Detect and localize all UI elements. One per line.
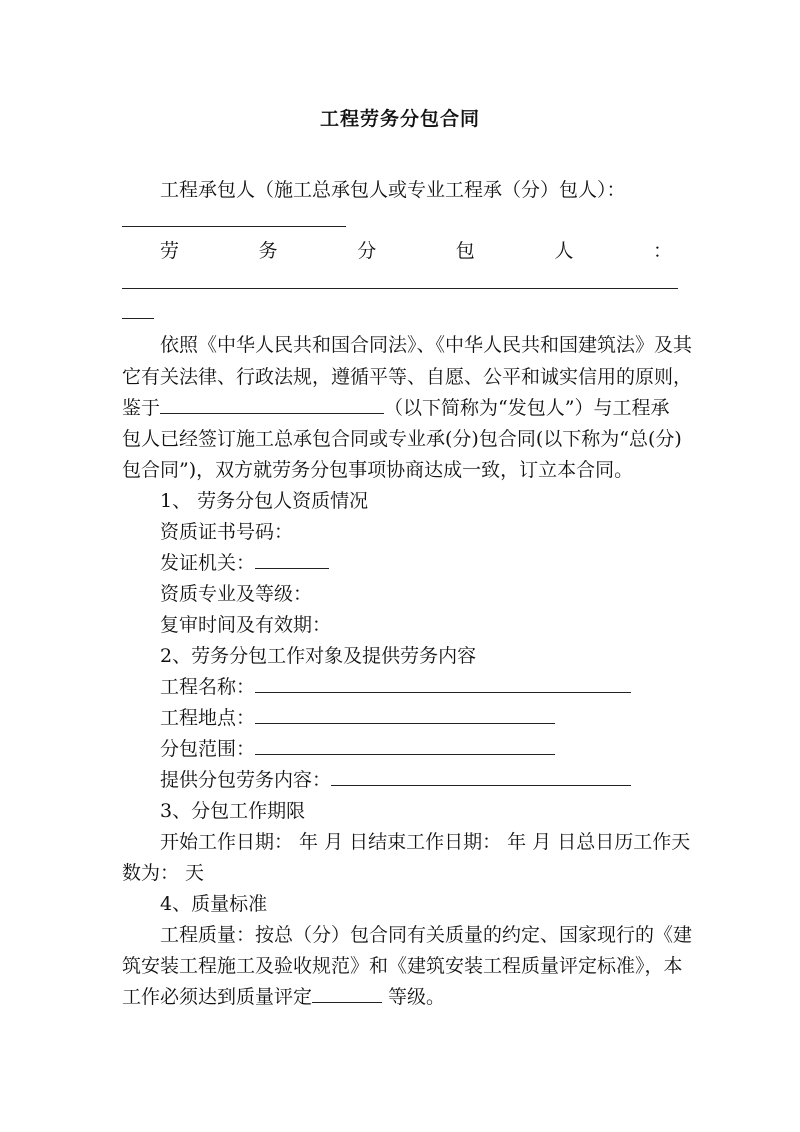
subcontractor-char: ： (652, 240, 672, 262)
preamble-text: 鉴于 (122, 397, 161, 419)
preamble-line: 依照《中华人民共和国合同法》、《中华人民共和国建筑法》及其 (160, 334, 693, 356)
quality-line: 工程质量：按总（分）包合同有关质量的约定、国家现行的《建 (160, 924, 693, 946)
subcontractor-blank-tail (122, 318, 154, 319)
issuer-party-blank (160, 393, 384, 414)
contractor-label: 工程承包人（施工总承包人或专业工程承（分）包人）： (160, 179, 626, 201)
period-line: 数为： 天 (122, 862, 205, 884)
cert-no-label: 资质证书号码： (160, 521, 294, 543)
section-1-heading: 1、 劳务分包人资质情况 (160, 490, 369, 512)
subcontractor-char: 务 (258, 240, 278, 262)
subcontractor-blank (122, 288, 678, 289)
content-row (160, 765, 631, 795)
issuer-row (160, 548, 329, 578)
subcontractor-label (160, 236, 672, 266)
preamble-line: 包人已经签订施工总承包合同或专业承(分)包合同(以下称为“总(分) (122, 428, 682, 450)
scope-row (160, 734, 555, 764)
project-site-label: 工程地点： (160, 707, 256, 729)
section-2-heading: 2、劳务分包工作对象及提供劳务内容 (160, 645, 477, 667)
project-name-label: 工程名称： (160, 676, 256, 698)
subcontractor-char: 包 (455, 240, 475, 262)
quality-text: 等级。 (382, 986, 446, 1008)
section-3-heading: 3、分包工作期限 (160, 800, 306, 822)
project-name-row (160, 672, 631, 702)
subcontractor-char: 人 (554, 240, 574, 262)
review-label: 复审时间及有效期： (160, 614, 332, 636)
preamble-line: 包合同”)，双方就劳务分包事项协商达成一致，订立本合同。 (122, 459, 634, 481)
project-site-row (160, 703, 555, 733)
contractor-blank (122, 226, 346, 227)
issuer-blank (255, 548, 329, 569)
project-site-blank (255, 703, 555, 724)
quality-text: 工作必须达到质量评定 (122, 986, 313, 1008)
period-line: 开始工作日期： 年 月 日结束工作日期： 年 月 日总日历工作天 (160, 831, 691, 853)
project-name-blank (255, 672, 631, 693)
specialty-label: 资质专业及等级： (160, 583, 313, 605)
subcontractor-char: 分 (357, 240, 377, 262)
section-4-heading: 4、质量标准 (160, 893, 268, 915)
preamble-text: （以下简称为“发包人”）与工程承 (384, 397, 670, 419)
scope-blank (255, 734, 555, 755)
preamble-line-3 (122, 393, 669, 423)
quality-line: 筑安装工程施工及验收规范》和《建筑安装工程质量评定标准》，本 (122, 955, 683, 977)
document-title: 工程劳务分包合同 (319, 108, 480, 130)
scope-label: 分包范围： (160, 738, 256, 760)
preamble-line: 它有关法律、行政法规，遵循平等、自愿、公平和诚实信用的原则， (122, 366, 693, 388)
content-blank (331, 765, 631, 786)
quality-grade-blank (312, 982, 382, 1003)
subcontractor-char: 劳 (160, 240, 180, 262)
content-label: 提供分包劳务内容： (160, 769, 332, 791)
quality-line-3 (122, 982, 445, 1012)
issuer-label: 发证机关： (160, 552, 256, 574)
